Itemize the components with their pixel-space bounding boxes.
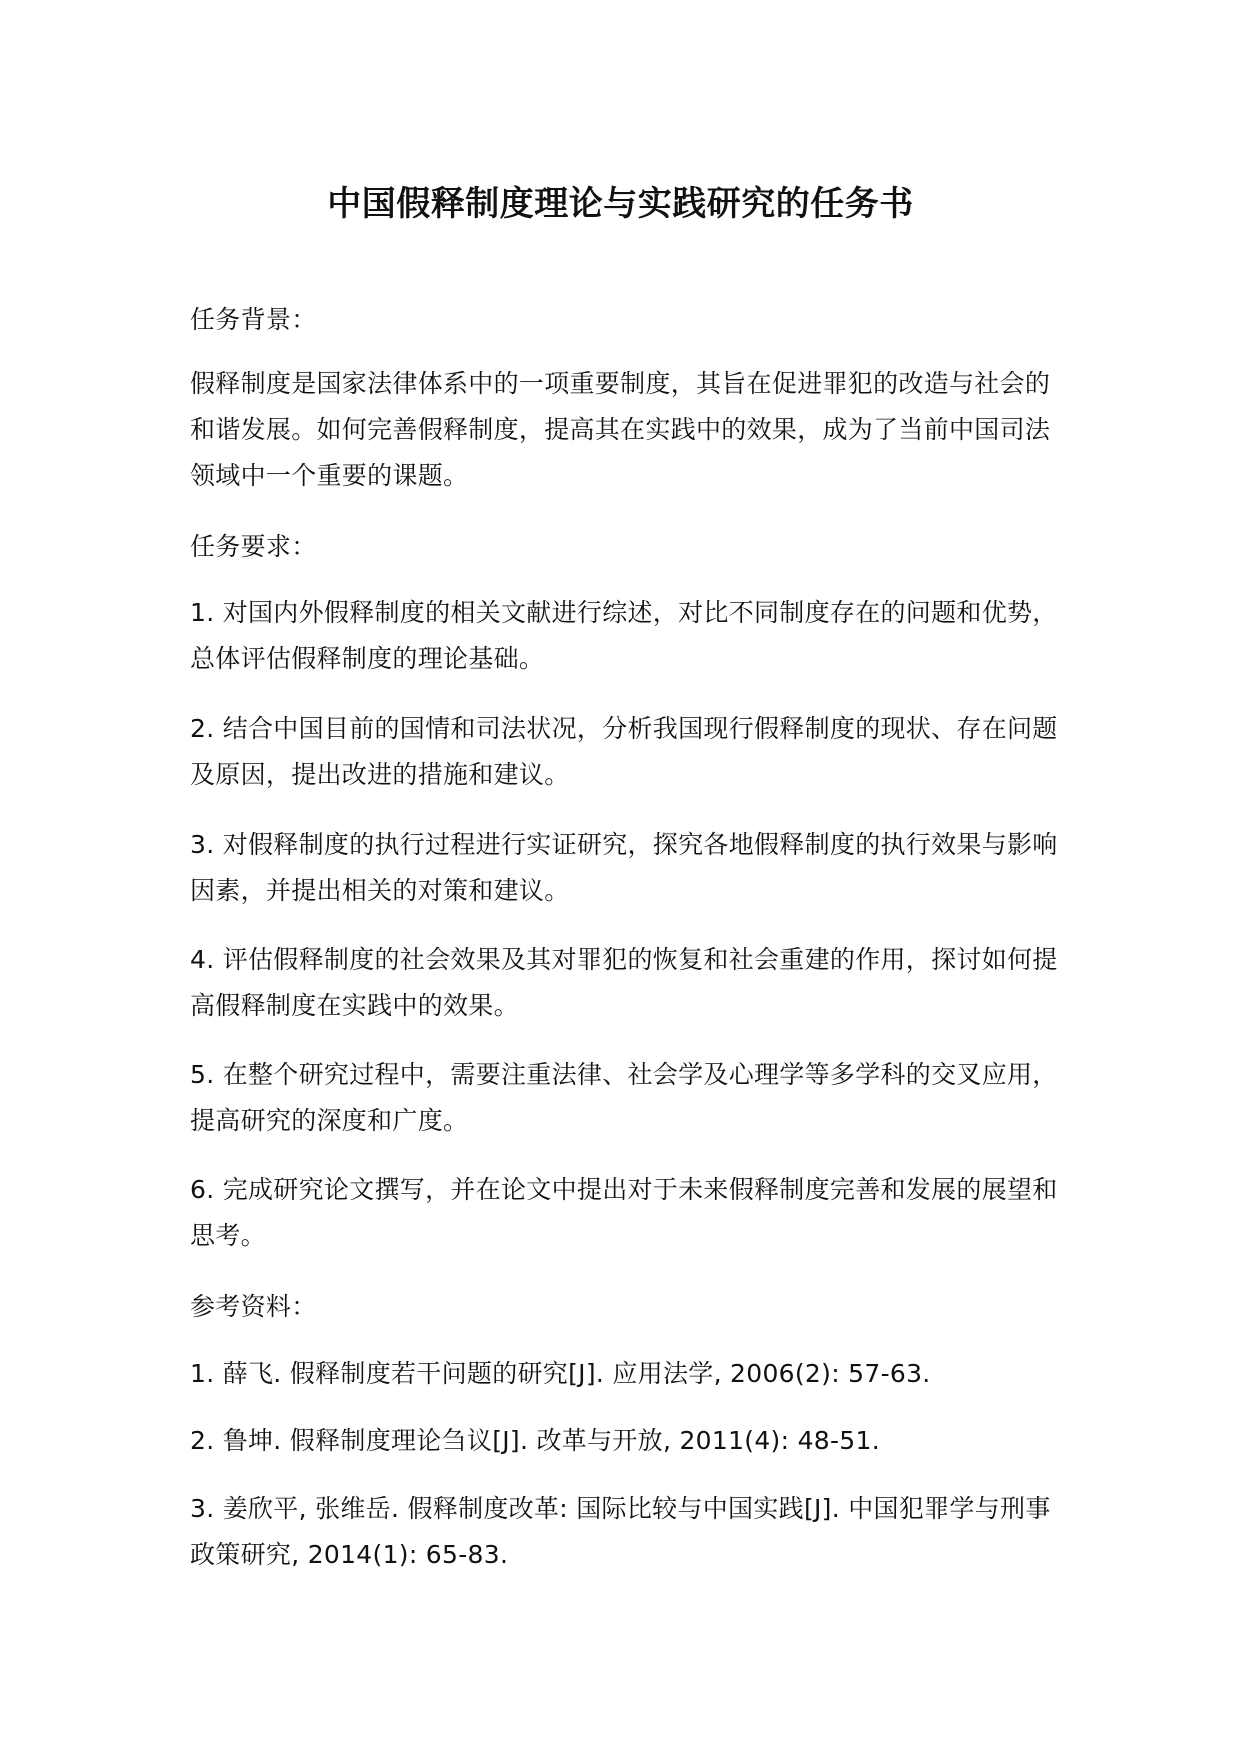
reference-item-2: 2. 鲁坤. 假释制度理论刍议[J]. 改革与开放, 2011(4): 48-51. [190,1426,880,1455]
background-heading: 任务背景： [190,305,317,334]
references-heading: 参考资料： [190,1292,317,1321]
requirement-item-5: 5. 在整个研究过程中，需要注重法律、社会学及心理学等多学科的交叉应用，提高研究的深度和广度。 [190,1060,1058,1135]
requirement-item-3: 3. 对假释制度的执行过程进行实证研究，探究各地假释制度的执行效果与影响因素，并提出相关的对策和建议。 [190,830,1058,905]
requirement-item-1: 1. 对国内外假释制度的相关文献进行综述，对比不同制度存在的问题和优势，总体评估假释制度的理论基础。 [190,598,1058,673]
background-paragraph: 假释制度是国家法律体系中的一项重要制度，其旨在促进罪犯的改造与社会的和谐发展。如何完善假释制度，提高其在实践中的效果，成为了当前中国司法领域中一个重要的课题。 [190,369,1051,490]
requirements-heading: 任务要求： [190,532,317,561]
reference-item-3: 3. 姜欣平, 张维岳. 假释制度改革: 国际比较与中国实践[J]. 中国犯罪学与刑事政策研究, 2014(1): 65-83. [190,1494,1051,1569]
document-title: 中国假释制度理论与实践研究的任务书 [327,184,914,224]
requirement-item-4: 4. 评估假释制度的社会效果及其对罪犯的恢复和社会重建的作用，探讨如何提高假释制度在实践中的效果。 [190,945,1058,1020]
reference-item-1: 1. 薛飞. 假释制度若干问题的研究[J]. 应用法学, 2006(2): 57-63. [190,1359,931,1388]
requirement-item-6: 6. 完成研究论文撰写，并在论文中提出对于未来假释制度完善和发展的展望和思考。 [190,1175,1058,1250]
requirement-item-2: 2. 结合中国目前的国情和司法状况，分析我国现行假释制度的现状、存在问题及原因，提出改进的措施和建议。 [190,714,1058,789]
